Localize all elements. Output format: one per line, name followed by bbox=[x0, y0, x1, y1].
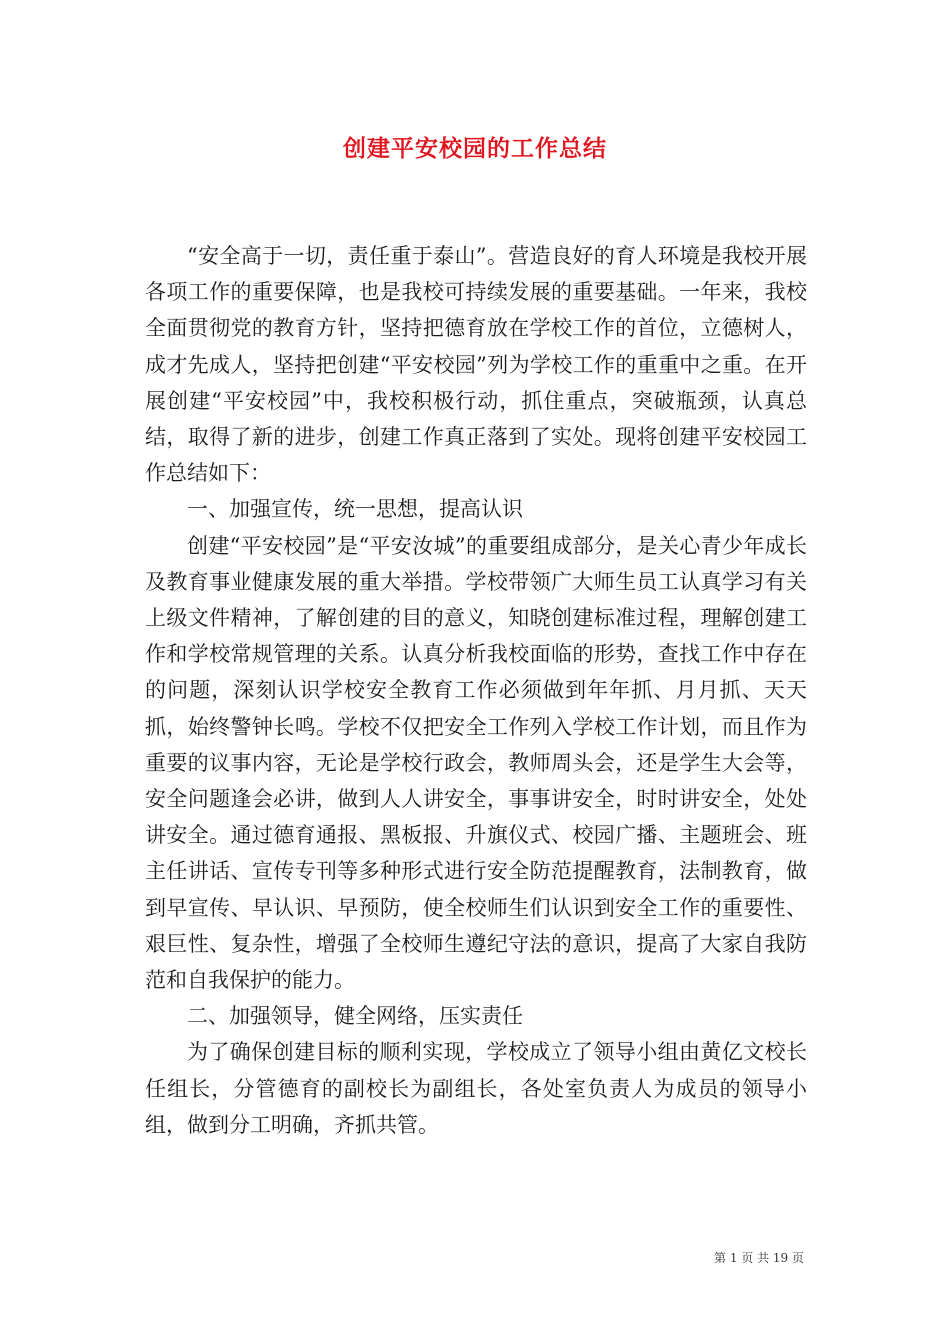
section-heading-1: 一、加强宣传，统一思想，提高认识 bbox=[187, 497, 523, 522]
section-2-paragraph: 为了确保创建目标的顺利实现，学校成立了领导小组由黄亿文校长任组长，分管德育的副校长为副组长，各处室负责人为成员的领导小组，做到分工明确，齐抓共管。 bbox=[145, 1040, 807, 1137]
section-1-paragraph: 创建“平安校园”是“平安汝城”的重要组成部分，是关心青少年成长及教育事业健康发展的重大举措。学校带领广大师生员工认真学习有关上级文件精神，了解创建的目的意义，知晓创建标准过程，理解创建工作和学校常规管理的关系。认真分析我校面临的形势，查找工作中存在的问题，深刻认识学校安全教育工作必须做到年年抓、月月抓、天天抓，始终警钟长鸣。学校不仅把安全工作列入学校工作计划，而且作为重要的议事内容，无论是学校行政会，教师周头会，还是学生大会等，安全问题逢会必讲，做到人人讲安全，事事讲安全，时时讲安全，处处讲安全。通过德育通报、黑板报、升旗仪式、校园广播、主题班会、班主任讲话、宣传专刊等多种形式进行安全防范提醒教育，法制教育，做到早宣传、早认识、早预防，使全校师生们认识到安全工作的重要性、艰巨性、复杂性，增强了全校师生遵纪守法的意识，提高了大家自我防范和自我保护的能力。 bbox=[145, 533, 807, 993]
intro-paragraph: “安全高于一切，责任重于泰山”。营造良好的育人环境是我校开展各项工作的重要保障，也是我校可持续发展的重要基础。一年来，我校全面贯彻党的教育方针，坚持把德育放在学校工作的首位，立德树人，成才先成人，坚持把创建“平安校园”列为学校工作的重重中之重。在开展创建“平安校园”中，我校积极行动，抓住重点，突破瓶颈，认真总结，取得了新的进步，创建工作真正落到了实处。现将创建平安校园工作总结如下： bbox=[145, 244, 807, 486]
document-title: 创建平安校园的工作总结 bbox=[343, 135, 607, 162]
document-body bbox=[145, 238, 807, 1143]
section-heading-2: 二、加强领导，健全网络，压实责任 bbox=[187, 1004, 523, 1029]
page-number-footer: 第 1 页 共 19 页 bbox=[714, 1251, 804, 1265]
